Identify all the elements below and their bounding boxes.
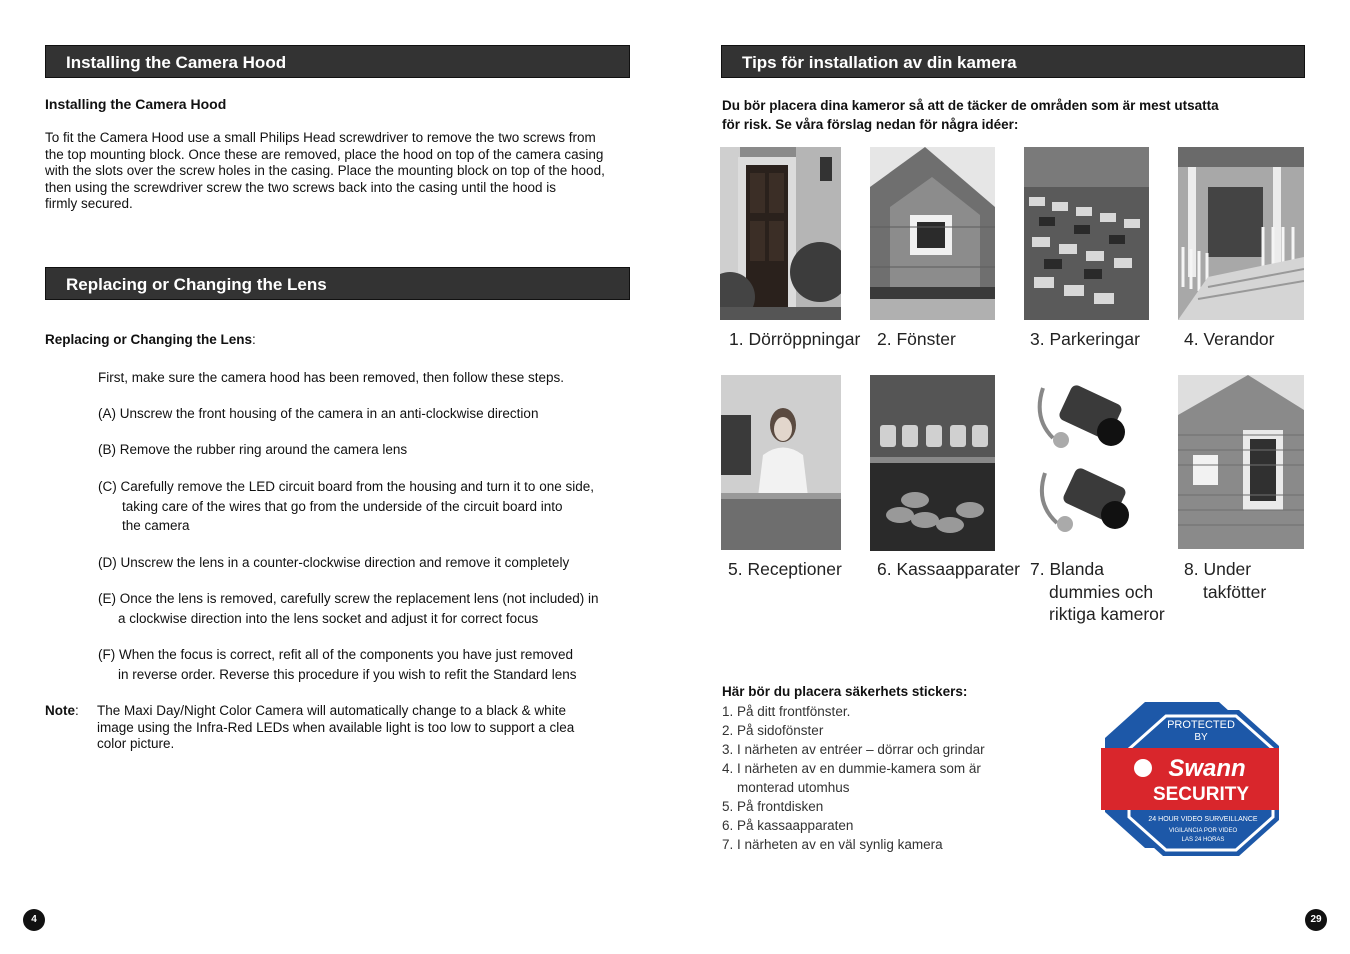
list-item-text: 5. På frontdisken — [722, 799, 824, 814]
page-number-right: 29 — [1305, 909, 1327, 931]
caption-line: 8. Under — [1184, 559, 1252, 579]
caption-cash-register — [877, 558, 1020, 581]
list-item-text: 2. På sidofönster — [722, 723, 824, 738]
lens-subheading-text: Replacing or Changing the Lens — [45, 332, 253, 347]
sign-by-text: BY — [1194, 732, 1208, 743]
stickers-list — [722, 702, 985, 854]
photo-cameras — [1033, 378, 1143, 543]
note-line: The Maxi Day/Night Color Camera will automatically change to a black & white — [97, 703, 566, 718]
photo-reception — [721, 375, 841, 550]
porch-image — [1178, 147, 1304, 320]
hood-line: To fit the Camera Hood use a small Philips Head screwdriver to remove the two screws from — [45, 130, 596, 145]
reception-image — [721, 375, 841, 550]
lens-section-title: Replacing or Changing the Lens — [66, 275, 327, 294]
tips-section-title: Tips för installation av din kamera — [742, 53, 1017, 72]
step-line: in reverse order. Reverse this procedure if you wish to refit the Standard lens — [118, 666, 577, 682]
swann-logo-icon — [1134, 759, 1152, 777]
caption-eaves — [1184, 558, 1266, 603]
sign-brand-text: Swann — [1168, 755, 1246, 782]
note — [45, 703, 645, 751]
security-sign-icon — [1099, 700, 1285, 858]
list-item — [722, 835, 985, 854]
lens-subheading — [45, 332, 256, 347]
cash-register-image — [870, 375, 995, 551]
note-line: image using the Infra-Red LEDs when available light is too low to support a clea — [97, 719, 575, 735]
caption-line: 2. Fönster — [877, 329, 956, 349]
photo-porch — [1178, 147, 1304, 320]
caption-line: takfötter — [1203, 581, 1267, 602]
step-line: (E) Once the lens is removed, carefully screw the replacement lens (not included) in — [98, 591, 599, 606]
list-item — [722, 740, 985, 759]
hood-section-title: Installing the Camera Hood — [66, 53, 287, 72]
list-item-text: 4. I närheten av en dummie-kamera som är — [722, 761, 981, 776]
step-line: (F) When the focus is correct, refit all of the components you have just removed — [98, 647, 573, 662]
hood-line: then using the screwdriver screw the two screws back into the casing until the hood is — [45, 179, 557, 195]
caption-line: 4. Verandor — [1184, 329, 1275, 349]
caption-parking — [1030, 328, 1140, 351]
photo-cash-register — [870, 375, 995, 551]
note-label: Note — [45, 703, 75, 718]
window-image — [870, 147, 995, 320]
tips-section-bar — [721, 45, 1305, 78]
step-line: the camera — [122, 518, 190, 533]
list-item — [722, 797, 985, 816]
step-e — [98, 589, 598, 628]
hood-line: with the slots over the screw holes in the casing. Place the mounting block on top of the hood, — [45, 163, 605, 178]
hood-instructions — [45, 130, 645, 213]
eaves-image — [1178, 375, 1304, 549]
lens-subheading-colon: : — [252, 332, 256, 347]
sign-protected-text: PROTECTED — [1167, 719, 1235, 731]
caption-line: 5. Receptioner — [728, 559, 842, 579]
step-a — [98, 404, 538, 424]
swann-security-sign — [1099, 700, 1285, 858]
sign-tagline2-text: VIGILANCIA POR VIDEO — [1168, 828, 1238, 834]
step-line: (C) Carefully remove the LED circuit board from the housing and turn it to one side, — [98, 479, 594, 494]
step-b — [98, 440, 407, 460]
step-c — [98, 477, 594, 536]
step-d — [98, 553, 569, 573]
sign-security-text: SECURITY — [1152, 784, 1250, 805]
lens-section-bar — [45, 267, 630, 300]
list-item-text: 1. På ditt frontfönster. — [722, 704, 851, 719]
caption-line: 6. Kassaapparater — [877, 559, 1021, 579]
step-line: (A) Unscrew the front housing of the camera in an anti-clockwise direction — [98, 406, 539, 421]
tips-intro-line: för risk. Se våra förslag nedan för några idéer: — [722, 117, 1019, 132]
stickers-heading: Här bör du placera säkerhets stickers: — [722, 684, 968, 699]
hood-section-bar — [45, 45, 630, 78]
step-line: a clockwise direction into the lens socket and adjust it for correct focus — [118, 610, 539, 626]
caption-line: 3. Parkeringar — [1030, 329, 1140, 349]
hood-subheading: Installing the Camera Hood — [45, 96, 227, 112]
sign-tagline3-text: LAS 24 HORAS — [1181, 837, 1225, 843]
step-line: taking care of the wires that go from the underside of the circuit board into — [122, 498, 563, 514]
parking-image — [1024, 147, 1149, 320]
doorway-image — [720, 147, 841, 320]
note-colon: : — [75, 703, 79, 718]
tips-intro-line: Du bör placera dina kameror så att de täcker de områden som är mest utsatta — [722, 98, 1219, 113]
list-item — [722, 721, 985, 740]
list-item — [722, 816, 985, 835]
page-number-left: 4 — [23, 909, 45, 931]
caption-line: 1. Dörröppningar — [729, 329, 861, 349]
hood-line: the top mounting block. Once these are removed, place the hood on top of the camera casing — [45, 146, 604, 162]
hood-line: firmly secured. — [45, 196, 133, 211]
photo-doorway — [720, 147, 841, 320]
list-item-text: monterad utomhus — [737, 780, 850, 795]
step-line: (B) Remove the rubber ring around the camera lens — [98, 442, 408, 457]
photo-window — [870, 147, 995, 320]
list-item — [722, 702, 985, 721]
right-page — [675, 0, 1350, 954]
caption-doorway — [729, 328, 860, 351]
step-f — [98, 645, 576, 684]
list-item — [722, 759, 985, 797]
step-line: (D) Unscrew the lens in a counter-clockwise direction and remove it completely — [98, 555, 570, 570]
note-body — [97, 703, 574, 753]
sign-tagline-text: 24 HOUR VIDEO SURVEILLANCE — [1148, 816, 1258, 823]
list-item-text: 6. På kassaapparaten — [722, 818, 854, 833]
caption-line: dummies och — [1049, 581, 1154, 602]
caption-line: riktiga kameror — [1049, 604, 1165, 624]
caption-porch — [1184, 328, 1274, 351]
list-item-text: 7. I närheten av en väl synlig kamera — [722, 837, 943, 852]
list-item-text: 3. I närheten av entréer – dörrar och grindar — [722, 742, 985, 757]
caption-reception — [728, 558, 842, 581]
lens-intro: First, make sure the camera hood has been removed, then follow these steps. — [98, 370, 564, 385]
note-line: color picture. — [97, 736, 175, 751]
caption-line: 7. Blanda — [1030, 559, 1104, 579]
photo-parking — [1024, 147, 1149, 320]
tips-intro — [722, 96, 1219, 134]
caption-window — [877, 328, 956, 351]
cameras-image — [1033, 378, 1143, 543]
caption-cameras — [1030, 558, 1165, 626]
photo-eaves — [1178, 375, 1304, 549]
